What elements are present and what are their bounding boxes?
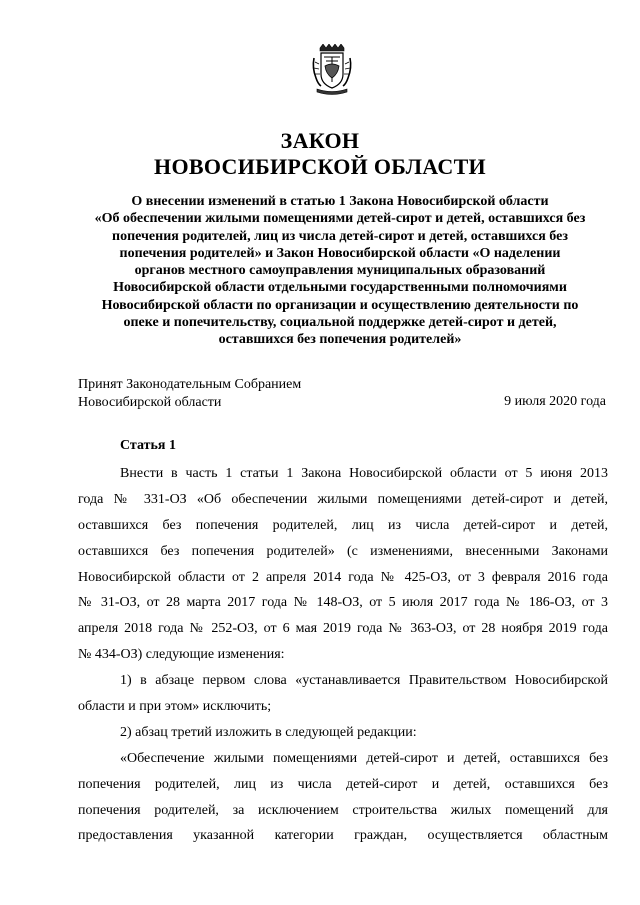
subject-line: опеке и попечительству, социальной поддержке детей-сирот и детей, [123, 315, 557, 331]
paragraph-line: 1) в абзаце первом слова «устанавливается Правительством Новосибирской [120, 673, 608, 689]
subject-line: Новосибирской области по организации и осуществлению деятельности по [101, 297, 579, 313]
paragraph-line: оставшихся без попечения родителей» (с изменениями, внесенными Законами [78, 543, 608, 559]
paragraph-line: «Обеспечение жилыми помещениями детей-сирот и детей, оставшихся без [120, 750, 608, 766]
subject-line: оставшихся без попечения родителей» [218, 332, 462, 348]
law-title-line2: НОВОСИБИРСКОЙ ОБЛАСТИ [154, 154, 486, 179]
paragraph-line: области и при этом» исключить; [78, 699, 272, 715]
adoption-date: 9 июля 2020 года [504, 394, 606, 409]
paragraph-line: 2) абзац третий изложить в следующей редакции: [120, 724, 417, 740]
adoption-line: Принят Законодательным Собранием [78, 377, 302, 392]
subject-line: О внесении изменений в статью 1 Закона Новосибирской области [131, 194, 549, 209]
coat-of-arms-icon [311, 44, 353, 96]
paragraph-line: попечения родителей, лиц из числа детей-сирот и детей, оставшихся без [78, 776, 608, 792]
law-subject [70, 193, 610, 349]
paragraph-line: Внести в часть 1 статьи 1 Закона Новосибирской области от 5 июня 2013 [120, 466, 608, 481]
article-heading: Статья 1 [120, 438, 176, 453]
subject-line: попечения родителей, лиц из числа детей-сирот и детей, оставшихся без [112, 228, 568, 244]
paragraph-line: оставшихся без попечения родителей, лиц из числа детей-сирот и детей, [78, 517, 608, 533]
paragraph-line: попечения родителей, за исключением строительства жилых помещений для [78, 802, 608, 818]
paragraph-line: года № 331-ОЗ «Об обеспечении жилыми помещениями детей-сирот и детей, [78, 491, 608, 507]
paragraph-line: № 31-ОЗ, от 28 марта 2017 года № 148-ОЗ, от 5 июля 2017 года № 186-ОЗ, от 3 [78, 595, 608, 611]
subject-line: попечения родителей» и Закон Новосибирской области «О наделении [119, 245, 561, 261]
paragraph-line: предоставления указанной категории граждан, осуществляется областным [78, 828, 608, 844]
subject-line: Новосибирской области отдельными государственными полномочиями [113, 280, 567, 296]
adoption-line: Новосибирской области [78, 394, 222, 410]
article-body [78, 461, 608, 849]
subject-line: органов местного самоуправления муниципальных образований [134, 263, 546, 279]
paragraph-line: № 434-ОЗ) следующие изменения: [78, 647, 285, 663]
adoption-info [78, 376, 301, 411]
paragraph-line: Новосибирской области от 2 апреля 2014 года № 425-ОЗ, от 3 февраля 2016 года [78, 569, 608, 585]
paragraph-line: апреля 2018 года № 252-ОЗ, от 6 мая 2019 года № 363-ОЗ, от 28 ноября 2019 года [78, 621, 608, 637]
law-title-line1: ЗАКОН [280, 128, 360, 153]
subject-line: «Об обеспечении жилыми помещениями детей-сирот и детей, оставшихся без [94, 211, 586, 227]
